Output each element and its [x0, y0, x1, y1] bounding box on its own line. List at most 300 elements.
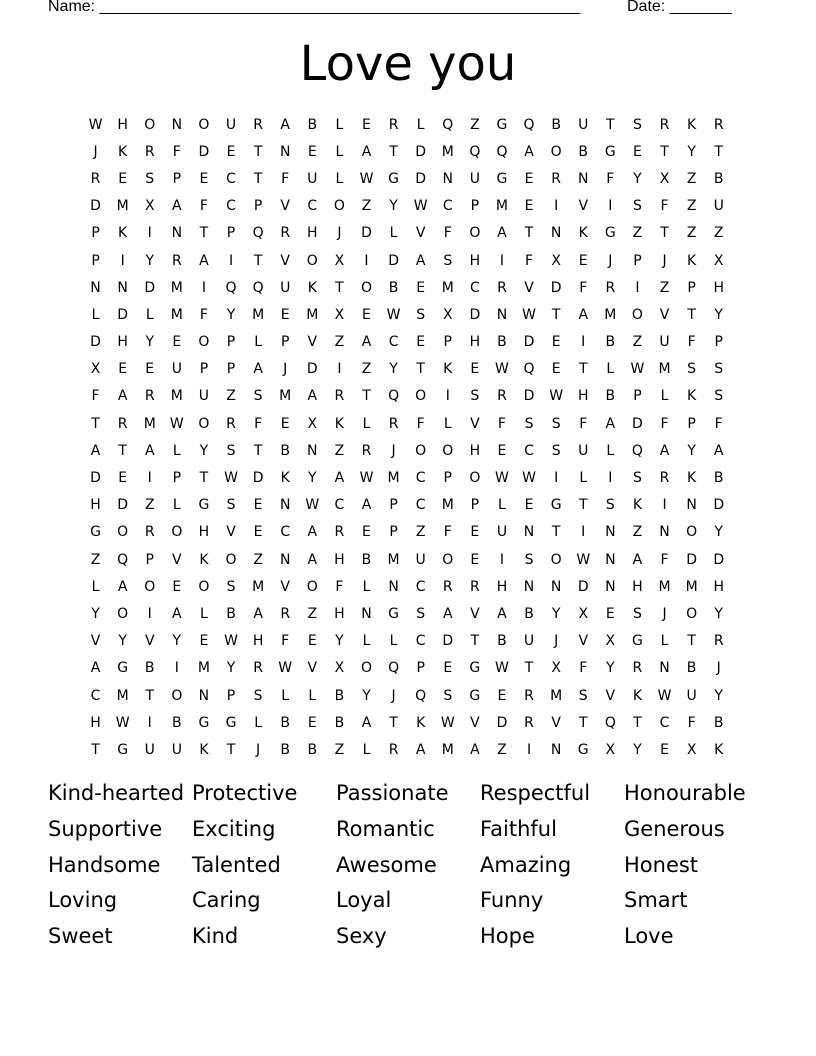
grid-letter: D [442, 633, 454, 650]
grid-letter: Z [686, 198, 697, 215]
grid-letter: K [118, 143, 128, 160]
grid-letter: A [415, 252, 426, 269]
grid-letter: W [522, 470, 536, 487]
grid-letter: C [469, 279, 480, 296]
grid-letter: L [172, 497, 181, 514]
grid-letter: A [497, 605, 507, 622]
grid-letter: L [362, 741, 371, 758]
grid-letter: W [224, 470, 238, 487]
grid-letter: S [226, 578, 236, 595]
grid-letter: R [253, 660, 263, 677]
word-list-item: Kind [192, 924, 239, 949]
grid-letter: O [117, 605, 129, 622]
grid-letter: O [144, 116, 156, 133]
grid-letter: T [578, 361, 588, 378]
grid-letter: Z [713, 225, 724, 242]
grid-letter: X [442, 306, 453, 323]
grid-letter: U [578, 116, 589, 133]
grid-letter: Y [389, 198, 398, 215]
grid-letter: I [554, 198, 559, 215]
grid-letter: N [279, 497, 291, 514]
grid-letter: R [388, 741, 399, 758]
grid-letter: U [469, 170, 480, 187]
grid-letter: D [577, 578, 589, 595]
grid-letter: T [714, 143, 723, 160]
grid-letter: W [359, 470, 374, 487]
grid-letter: N [659, 660, 670, 677]
grid-letter: P [172, 470, 182, 487]
word-list-item: Awesome [336, 852, 437, 877]
grid-row [82, 193, 742, 220]
name-field-label: Name: ______________________________________________________ [48, 0, 581, 15]
grid-letter: T [633, 714, 642, 731]
grid-letter: A [632, 551, 643, 568]
grid-letter: R [497, 279, 507, 296]
grid-letter: T [470, 633, 480, 650]
grid-letter: G [90, 524, 101, 541]
grid-letter: L [335, 170, 344, 187]
grid-row [82, 274, 742, 301]
grid-letter: O [550, 551, 562, 568]
grid-letter: F [254, 415, 263, 432]
grid-letter: W [224, 633, 238, 650]
grid-letter: Q [496, 143, 508, 160]
grid-letter: J [662, 252, 667, 269]
grid-letter: L [579, 470, 588, 487]
page-title: Love you [299, 36, 517, 92]
grid-letter: N [523, 578, 535, 595]
grid-letter: L [335, 143, 344, 160]
grid-letter: S [632, 470, 642, 487]
grid-letter: J [554, 633, 559, 650]
grid-letter: T [91, 415, 100, 432]
grid-letter: Y [687, 143, 696, 160]
grid-letter: O [442, 442, 454, 459]
grid-letter: Y [714, 524, 723, 541]
grid-letter: Y [308, 470, 317, 487]
grid-letter: F [660, 551, 669, 568]
grid-letter: J [662, 605, 667, 622]
grid-letter: L [335, 116, 344, 133]
grid-letter: M [387, 470, 400, 487]
grid-letter: Y [362, 687, 371, 704]
grid-letter: K [687, 470, 697, 487]
grid-letter: B [578, 143, 589, 160]
grid-letter: A [172, 198, 182, 215]
grid-letter: K [578, 225, 588, 242]
grid-letter: R [659, 470, 670, 487]
grid-letter: O [198, 415, 210, 432]
grid-letter: Z [334, 741, 345, 758]
grid-letter: G [631, 633, 643, 650]
grid-letter: D [686, 551, 697, 568]
grid-letter: U [307, 170, 318, 187]
word-list-item: Caring [192, 888, 261, 913]
grid-letter: N [442, 170, 453, 187]
grid-letter: F [579, 279, 588, 296]
grid-letter: J [716, 660, 721, 677]
grid-letter: A [172, 605, 182, 622]
grid-letter: O [442, 551, 454, 568]
grid-letter: S [253, 388, 263, 405]
grid-letter: H [469, 252, 481, 269]
grid-letter: I [147, 714, 152, 731]
grid-letter: A [578, 306, 589, 323]
grid-letter: I [201, 279, 206, 296]
grid-letter: X [713, 252, 724, 269]
grid-letter: F [335, 578, 344, 595]
grid-letter: A [361, 143, 372, 160]
grid-letter: L [254, 334, 263, 351]
grid-letter: K [118, 225, 128, 242]
grid-letter: B [226, 605, 236, 622]
grid-letter: R [713, 116, 724, 133]
grid-letter: A [307, 551, 318, 568]
grid-letter: O [225, 551, 237, 568]
grid-letter: O [198, 578, 210, 595]
grid-letter: S [524, 415, 534, 432]
grid-letter: U [686, 687, 697, 704]
grid-letter: J [283, 361, 288, 378]
grid-letter: F [172, 143, 181, 160]
grid-letter: W [115, 714, 130, 731]
grid-letter: Y [199, 442, 209, 459]
grid-letter: K [280, 470, 290, 487]
grid-row [82, 492, 742, 519]
grid-letter: J [391, 687, 396, 704]
grid-letter: K [443, 361, 453, 378]
grid-letter: Z [361, 198, 372, 215]
word-list-item: Protective [192, 781, 298, 805]
grid-letter: F [579, 415, 588, 432]
grid-letter: V [280, 578, 290, 595]
grid-letter: X [334, 252, 345, 269]
grid-letter: B [334, 714, 345, 731]
grid-letter: K [687, 388, 697, 405]
grid-letter: M [550, 687, 563, 704]
grid-letter: F [497, 415, 506, 432]
grid-letter: R [171, 252, 182, 269]
grid-letter: I [174, 660, 179, 677]
grid-letter: I [120, 252, 125, 269]
grid-row [82, 709, 742, 736]
date-field-label: Date: _______ [627, 0, 732, 15]
grid-letter: R [524, 714, 534, 731]
grid-letter: R [524, 687, 534, 704]
grid-letter: T [551, 306, 561, 323]
grid-letter: X [90, 361, 101, 378]
grid-letter: B [280, 442, 290, 459]
grid-letter: L [362, 415, 371, 432]
word-list-item: Generous [624, 816, 725, 841]
word-list [48, 776, 788, 955]
grid-letter: Y [145, 252, 155, 269]
grid-letter: A [442, 605, 453, 622]
grid-letter: A [253, 361, 263, 378]
grid-letter: N [577, 170, 589, 187]
grid-letter: T [145, 687, 155, 704]
grid-letter: X [334, 660, 345, 677]
grid-letter: N [550, 741, 562, 758]
grid-letter: H [117, 116, 128, 133]
grid-letter: P [91, 252, 100, 269]
grid-letter: H [307, 225, 318, 242]
grid-letter: A [117, 388, 128, 405]
grid-letter: Z [659, 279, 670, 296]
grid-letter: Y [714, 306, 723, 323]
grid-letter: L [254, 714, 263, 731]
grid-letter: W [495, 660, 509, 677]
grid-letter: R [361, 442, 372, 459]
grid-letter: O [306, 578, 318, 595]
grid-letter: Z [334, 334, 345, 351]
grid-letter: B [172, 714, 182, 731]
grid-letter: C [307, 198, 318, 215]
grid-letter: Y [226, 306, 236, 323]
grid-letter: E [118, 170, 128, 187]
grid-letter: T [199, 470, 209, 487]
grid-letter: Y [606, 660, 615, 677]
grid-letter: G [469, 687, 481, 704]
grid-letter: S [470, 388, 480, 405]
grid-letter: R [388, 415, 399, 432]
grid-letter: W [359, 170, 374, 187]
grid-letter: E [497, 442, 507, 459]
grid-letter: V [144, 633, 155, 650]
grid-letter: V [551, 714, 561, 731]
grid-letter: S [443, 252, 453, 269]
grid-letter: A [605, 415, 616, 432]
grid-letter: N [279, 143, 291, 160]
grid-letter: O [550, 143, 562, 160]
grid-letter: E [199, 633, 209, 650]
grid-letter: D [90, 334, 101, 351]
grid-letter: B [524, 605, 534, 622]
grid-letter: D [117, 497, 129, 514]
grid-letter: T [687, 306, 696, 323]
grid-letter: K [632, 687, 643, 704]
grid-letter: A [334, 470, 345, 487]
grid-letter: E [145, 361, 155, 378]
grid-letter: H [632, 578, 643, 595]
grid-letter: L [660, 633, 669, 650]
grid-letter: G [604, 143, 616, 160]
grid-letter: L [362, 578, 371, 595]
grid-letter: A [307, 524, 318, 541]
grid-letter: T [253, 252, 263, 269]
grid-row [82, 736, 742, 763]
grid-letter: A [90, 660, 101, 677]
grid-letter: O [360, 660, 372, 677]
grid-letter: Z [632, 225, 643, 242]
grid-letter: H [469, 334, 481, 351]
grid-letter: E [307, 143, 317, 160]
grid-letter: V [578, 633, 589, 650]
grid-letter: Y [687, 442, 696, 459]
grid-letter: O [306, 252, 318, 269]
word-list-item: Sexy [336, 924, 387, 949]
grid-letter: F [606, 170, 615, 187]
grid-letter: Z [144, 497, 155, 514]
grid-letter: R [334, 524, 345, 541]
grid-letter: Q [388, 660, 400, 677]
grid-letter: W [278, 660, 293, 677]
grid-letter: B [144, 660, 155, 677]
grid-letter: P [687, 415, 696, 432]
grid-letter: Z [470, 116, 480, 133]
grid-letter: P [226, 361, 236, 378]
grid-letter: Q [415, 687, 427, 704]
grid-letter: E [578, 252, 588, 269]
grid-letter: G [225, 714, 237, 731]
grid-letter: P [91, 225, 100, 242]
grid-letter: F [199, 306, 208, 323]
grid-letter: C [90, 687, 101, 704]
grid-letter: D [198, 143, 210, 160]
grid-letter: T [524, 225, 534, 242]
grid-letter: A [199, 252, 209, 269]
grid-letter: R [442, 578, 453, 595]
grid-letter: O [686, 524, 698, 541]
grid-letter: Q [388, 388, 400, 405]
grid-letter: M [252, 306, 265, 323]
grid-letter: O [198, 334, 210, 351]
grid-letter: M [170, 306, 183, 323]
grid-letter: S [443, 687, 453, 704]
grid-letter: K [714, 741, 724, 758]
grid-letter: U [144, 741, 155, 758]
grid-letter: L [172, 442, 181, 459]
grid-letter: X [551, 252, 561, 269]
word-list-item: Faithful [480, 816, 557, 841]
grid-letter: I [445, 388, 450, 405]
grid-letter: F [687, 714, 696, 731]
grid-letter: R [659, 116, 670, 133]
grid-letter: T [389, 714, 398, 731]
grid-letter: M [116, 687, 129, 704]
grid-letter: N [171, 116, 183, 133]
grid-letter: S [253, 687, 263, 704]
grid-letter: D [523, 388, 535, 405]
grid-letter: A [253, 605, 263, 622]
grid-letter: E [172, 334, 182, 351]
grid-letter: V [307, 660, 318, 677]
grid-letter: V [659, 306, 670, 323]
grid-letter: L [145, 306, 154, 323]
grid-letter: A [524, 143, 534, 160]
grid-letter: M [279, 388, 292, 405]
grid-letter: Z [632, 524, 643, 541]
grid-letter: E [253, 497, 263, 514]
grid-letter: T [660, 143, 669, 160]
grid-letter: V [280, 252, 290, 269]
grid-letter: H [577, 388, 589, 405]
grid-letter: Y [91, 605, 100, 622]
grid-letter: E [253, 524, 263, 541]
grid-letter: R [469, 578, 480, 595]
grid-letter: D [713, 497, 725, 514]
grid-letter: K [307, 279, 317, 296]
grid-letter: E [443, 660, 453, 677]
grid-letter: N [90, 279, 101, 296]
grid-letter: O [469, 225, 481, 242]
grid-letter: X [551, 660, 561, 677]
grid-letter: M [170, 279, 183, 296]
grid-letter: Y [145, 334, 155, 351]
grid-letter: F [91, 388, 100, 405]
grid-letter: L [308, 687, 317, 704]
grid-letter: M [658, 361, 671, 378]
grid-letter: H [469, 442, 481, 459]
grid-letter: A [280, 116, 290, 133]
grid-letter: E [524, 497, 534, 514]
word-list-item: Smart [624, 888, 688, 913]
grid-letter: R [713, 633, 724, 650]
grid-letter: Y [633, 741, 642, 758]
grid-letter: E [551, 334, 561, 351]
grid-letter: W [522, 306, 536, 323]
grid-letter: A [307, 388, 318, 405]
grid-letter: X [307, 415, 318, 432]
grid-letter: Z [334, 442, 345, 459]
grid-letter: L [606, 442, 615, 459]
grid-letter: X [144, 198, 155, 215]
grid-letter: E [362, 524, 371, 541]
grid-letter: G [496, 116, 508, 133]
grid-letter: T [578, 714, 588, 731]
grid-letter: O [117, 524, 129, 541]
grid-letter: Q [523, 361, 535, 378]
grid-row [82, 247, 742, 274]
grid-letter: I [147, 470, 152, 487]
grid-letter: H [334, 605, 345, 622]
grid-row [82, 573, 742, 600]
grid-letter: D [90, 470, 101, 487]
grid-letter: S [714, 388, 724, 405]
grid-letter: B [686, 660, 697, 677]
grid-letter: S [416, 605, 426, 622]
grid-letter: B [307, 116, 318, 133]
grid-letter: A [361, 497, 372, 514]
grid-letter: S [226, 497, 236, 514]
grid-letter: G [388, 170, 399, 187]
grid-letter: D [252, 470, 264, 487]
grid-letter: B [307, 741, 318, 758]
grid-row [82, 464, 742, 491]
grid-row [82, 220, 742, 247]
grid-letter: X [605, 633, 616, 650]
grid-row [82, 301, 742, 328]
grid-letter: P [470, 198, 480, 215]
grid-letter: P [389, 497, 398, 514]
word-list-item: Hope [480, 924, 535, 949]
grid-letter: T [118, 442, 127, 459]
grid-row [82, 519, 742, 546]
grid-letter: O [415, 442, 427, 459]
grid-letter: L [660, 388, 669, 405]
grid-letter: M [441, 279, 454, 296]
word-list-item: Supportive [48, 816, 163, 841]
grid-letter: R [632, 660, 643, 677]
worksheet-header [48, 0, 768, 18]
grid-letter: E [226, 143, 236, 160]
word-list-item: Sweet [48, 924, 113, 949]
grid-row [82, 600, 742, 627]
grid-letter: B [388, 279, 399, 296]
grid-letter: I [499, 252, 505, 269]
grid-letter: G [388, 605, 399, 622]
grid-letter: F [579, 660, 588, 677]
